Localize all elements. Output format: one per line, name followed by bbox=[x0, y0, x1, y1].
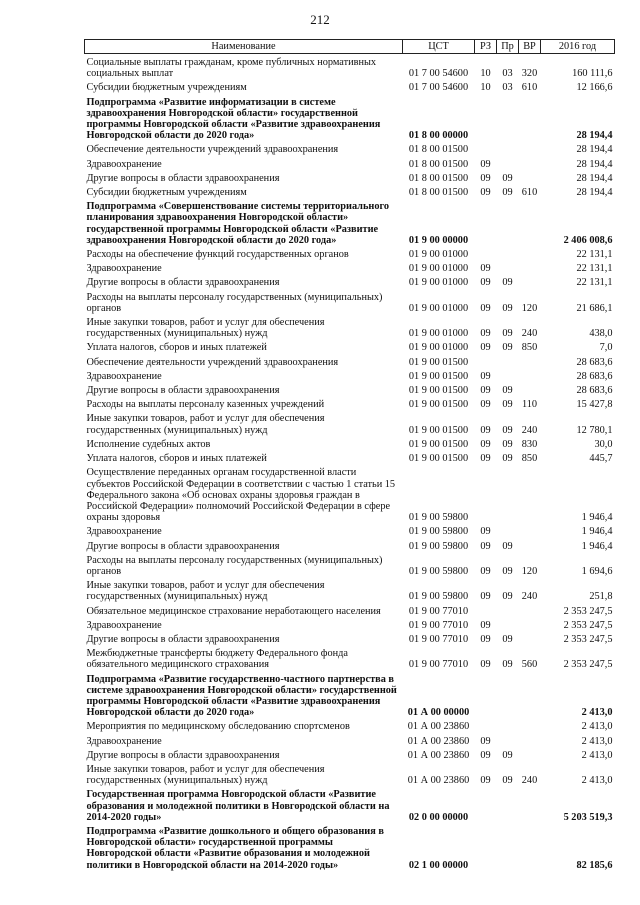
cell-rz: 09 bbox=[480, 187, 491, 199]
cell-name: Здравоохранение bbox=[86, 619, 162, 631]
cell-cst: 01 9 00 59800 bbox=[408, 591, 469, 603]
cell-vr: 120 bbox=[521, 302, 538, 314]
cell-vr: 560 bbox=[521, 659, 538, 671]
cell-sum: 2 413,0 bbox=[581, 749, 613, 761]
cell-cst: 01 А 00 23860 bbox=[407, 735, 470, 747]
cell-cst: 02 1 00 00000 bbox=[408, 859, 469, 871]
cell-vr: 240 bbox=[521, 328, 538, 340]
cell-vr bbox=[519, 733, 541, 747]
cell-cst: 01 9 00 77010 bbox=[408, 659, 469, 671]
cell-name: Иные закупки товаров, работ и услуг для обеспечения государственных (муниципальных) нужд bbox=[86, 763, 325, 787]
cell-cst: 01 9 00 01000 bbox=[408, 263, 469, 275]
cell-sum: 160 111,6 bbox=[572, 68, 613, 80]
cell-rz: 09 bbox=[480, 424, 491, 436]
table-row bbox=[85, 274, 615, 288]
cell-rz bbox=[475, 246, 497, 260]
cell-rz: 09 bbox=[480, 399, 491, 411]
cell-rz bbox=[475, 823, 497, 871]
cell-pr bbox=[497, 156, 519, 170]
cell-sum: 2 406 008,6 bbox=[563, 234, 613, 246]
cell-name: Здравоохранение bbox=[86, 735, 162, 747]
cell-pr: 09 bbox=[502, 659, 513, 671]
cell-sum: 2 353 247,5 bbox=[563, 619, 613, 631]
cell-vr bbox=[519, 354, 541, 368]
table-row bbox=[85, 170, 615, 184]
cell-vr bbox=[519, 260, 541, 274]
cell-rz: 09 bbox=[480, 277, 491, 289]
cell-rz: 09 bbox=[480, 591, 491, 603]
cell-rz: 09 bbox=[480, 775, 491, 787]
cell-cst: 01 7 00 54600 bbox=[408, 82, 469, 94]
cell-sum: 438,0 bbox=[589, 328, 613, 340]
cell-pr: 09 bbox=[502, 385, 513, 397]
cell-rz: 09 bbox=[480, 385, 491, 397]
table-row bbox=[85, 617, 615, 631]
cell-sum: 28 683,6 bbox=[576, 370, 613, 382]
cell-sum: 28 194,4 bbox=[576, 187, 613, 199]
cell-cst: 01 А 00 23860 bbox=[407, 775, 470, 787]
table-row bbox=[85, 603, 615, 617]
table-row bbox=[85, 339, 615, 353]
cell-vr bbox=[519, 368, 541, 382]
cell-cst: 01 9 00 01000 bbox=[408, 342, 469, 354]
cell-vr bbox=[519, 523, 541, 537]
cell-name: Другие вопросы в области здравоохранения bbox=[86, 277, 280, 289]
cell-name: Другие вопросы в области здравоохранения bbox=[86, 540, 280, 552]
cell-name: Обеспечение деятельности учреждений здравоохранения bbox=[86, 144, 339, 156]
cell-rz bbox=[475, 718, 497, 732]
cell-pr bbox=[497, 246, 519, 260]
page-number: 212 bbox=[310, 12, 330, 27]
table-row bbox=[85, 552, 615, 577]
cell-vr: 120 bbox=[521, 565, 538, 577]
cell-name: Другие вопросы в области здравоохранения bbox=[86, 749, 280, 761]
cell-rz: 09 bbox=[480, 342, 491, 354]
cell-rz: 09 bbox=[480, 565, 491, 577]
header-cst: ЦСТ bbox=[403, 40, 475, 54]
table-row bbox=[85, 289, 615, 314]
table-row bbox=[85, 464, 615, 523]
cell-vr bbox=[519, 246, 541, 260]
cell-pr bbox=[497, 786, 519, 823]
cell-cst: 01 8 00 01500 bbox=[408, 187, 469, 199]
table-row bbox=[85, 747, 615, 761]
table-row bbox=[85, 198, 615, 246]
cell-rz: 10 bbox=[480, 68, 491, 80]
cell-sum: 22 131,1 bbox=[576, 277, 613, 289]
table-row bbox=[85, 141, 615, 155]
cell-cst: 01 А 00 23860 bbox=[407, 749, 470, 761]
cell-pr: 09 bbox=[502, 302, 513, 314]
cell-name: Обеспечение деятельности учреждений здравоохранения bbox=[86, 356, 339, 368]
header-name: Наименование bbox=[85, 40, 403, 54]
cell-sum: 28 683,6 bbox=[576, 385, 613, 397]
cell-rz bbox=[475, 603, 497, 617]
cell-pr: 09 bbox=[502, 424, 513, 436]
cell-cst: 01 А 00 23860 bbox=[407, 721, 470, 733]
cell-cst: 01 9 00 59800 bbox=[408, 565, 469, 577]
cell-name: Осуществление переданных органам государственной власти субъектов Российской Федерации в соответствии с частью 1 статьи 15 Федерального закона «Об основах охраны здоровья граждан в Российской Федерации» полномочий Российской Федерации в сфере охраны здоровья bbox=[86, 467, 396, 524]
cell-cst: 01 8 00 01500 bbox=[408, 144, 469, 156]
cell-cst: 01 9 00 01000 bbox=[408, 277, 469, 289]
cell-pr: 09 bbox=[502, 633, 513, 645]
table-row bbox=[85, 718, 615, 732]
cell-sum: 22 131,1 bbox=[576, 263, 613, 275]
cell-sum: 2 413,0 bbox=[581, 775, 613, 787]
table-row bbox=[85, 631, 615, 645]
cell-vr bbox=[519, 671, 541, 719]
cell-vr: 240 bbox=[521, 775, 538, 787]
cell-vr bbox=[519, 94, 541, 142]
cell-sum: 7,0 bbox=[599, 342, 613, 354]
table-row bbox=[85, 314, 615, 339]
cell-cst: 01 9 00 77010 bbox=[408, 633, 469, 645]
cell-rz bbox=[475, 354, 497, 368]
cell-cst: 01 9 00 01500 bbox=[408, 453, 469, 465]
cell-cst: 01 9 00 00000 bbox=[408, 234, 469, 246]
cell-vr bbox=[519, 464, 541, 523]
table-row bbox=[85, 645, 615, 670]
cell-name: Здравоохранение bbox=[86, 263, 162, 275]
cell-vr bbox=[519, 198, 541, 246]
cell-vr bbox=[519, 747, 541, 761]
cell-rz bbox=[475, 464, 497, 523]
cell-cst: 01 9 00 77010 bbox=[408, 605, 469, 617]
cell-cst: 01 9 00 59800 bbox=[408, 540, 469, 552]
cell-vr bbox=[519, 274, 541, 288]
cell-pr bbox=[497, 354, 519, 368]
cell-rz bbox=[475, 141, 497, 155]
cell-pr: 09 bbox=[502, 328, 513, 340]
cell-name: Подпрограмма «Совершенствование системы территориального планирования здравоохранения Новгородской области» государственной программы Новгородской области «Развитие здравоохранения Новгородской области до 2020 года» bbox=[86, 201, 390, 246]
cell-pr: 09 bbox=[502, 187, 513, 199]
cell-name: Иные закупки товаров, работ и услуг для обеспечения государственных (муниципальных) нужд bbox=[86, 413, 325, 436]
cell-sum: 2 413,0 bbox=[581, 707, 613, 719]
cell-rz: 09 bbox=[480, 172, 491, 184]
cell-vr bbox=[519, 786, 541, 823]
cell-vr: 240 bbox=[521, 591, 538, 603]
cell-vr: 320 bbox=[521, 68, 538, 80]
table-row bbox=[85, 523, 615, 537]
cell-name: Иные закупки товаров, работ и услуг для обеспечения государственных (муниципальных) нужд bbox=[86, 580, 325, 603]
cell-pr bbox=[497, 141, 519, 155]
cell-rz: 09 bbox=[480, 749, 491, 761]
table-row bbox=[85, 671, 615, 719]
cell-sum: 2 413,0 bbox=[581, 721, 613, 733]
cell-rz: 09 bbox=[480, 328, 491, 340]
cell-cst: 01 9 00 01500 bbox=[408, 399, 469, 411]
cell-pr: 09 bbox=[502, 591, 513, 603]
cell-name: Расходы на выплаты персоналу государственных (муниципальных) органов bbox=[86, 554, 383, 577]
cell-sum: 28 194,4 bbox=[576, 158, 613, 170]
cell-rz: 09 bbox=[480, 619, 491, 631]
cell-vr bbox=[519, 141, 541, 155]
cell-pr: 09 bbox=[502, 399, 513, 411]
cell-name: Здравоохранение bbox=[86, 158, 162, 170]
cell-rz: 09 bbox=[480, 735, 491, 747]
cell-rz: 09 bbox=[480, 302, 491, 314]
table-row bbox=[85, 260, 615, 274]
cell-name: Расходы на обеспечение функций государственных органов bbox=[86, 249, 349, 261]
cell-rz bbox=[475, 198, 497, 246]
cell-vr: 610 bbox=[521, 82, 538, 94]
table-row bbox=[85, 184, 615, 198]
table-row bbox=[85, 94, 615, 142]
cell-pr: 09 bbox=[502, 453, 513, 465]
cell-pr bbox=[497, 733, 519, 747]
cell-pr bbox=[497, 823, 519, 871]
cell-sum: 445,7 bbox=[589, 453, 613, 465]
table-body bbox=[85, 54, 615, 871]
cell-name: Уплата налогов, сборов и иных платежей bbox=[86, 342, 267, 354]
cell-pr: 09 bbox=[502, 342, 513, 354]
table-row bbox=[85, 786, 615, 823]
cell-cst: 01 7 00 54600 bbox=[408, 68, 469, 80]
cell-sum: 30,0 bbox=[594, 438, 613, 450]
cell-vr bbox=[519, 718, 541, 732]
cell-name: Уплата налогов, сборов и иных платежей bbox=[86, 453, 267, 465]
cell-rz: 09 bbox=[480, 453, 491, 465]
cell-name: Социальные выплаты гражданам, кроме публичных нормативных социальных выплат bbox=[86, 57, 377, 80]
cell-sum: 2 353 247,5 bbox=[563, 659, 613, 671]
cell-sum: 1 946,4 bbox=[581, 540, 613, 552]
cell-rz: 09 bbox=[480, 370, 491, 382]
cell-name: Другие вопросы в области здравоохранения bbox=[86, 633, 280, 645]
cell-rz bbox=[475, 786, 497, 823]
cell-sum: 12 780,1 bbox=[576, 424, 613, 436]
cell-vr bbox=[519, 617, 541, 631]
table-row bbox=[85, 733, 615, 747]
cell-sum: 28 194,4 bbox=[576, 130, 613, 142]
cell-pr bbox=[497, 671, 519, 719]
budget-table bbox=[84, 39, 615, 871]
cell-vr: 110 bbox=[521, 399, 538, 411]
cell-sum: 28 194,4 bbox=[576, 172, 613, 184]
cell-pr bbox=[497, 523, 519, 537]
cell-cst: 01 9 00 01000 bbox=[408, 249, 469, 261]
cell-cst: 01 9 00 01500 bbox=[408, 424, 469, 436]
cell-cst: 01 9 00 01000 bbox=[408, 328, 469, 340]
table-row bbox=[85, 396, 615, 410]
cell-name: Мероприятия по медицинскому обследованию спортсменов bbox=[86, 721, 350, 733]
cell-sum: 251,8 bbox=[589, 591, 613, 603]
cell-pr: 09 bbox=[502, 277, 513, 289]
cell-pr bbox=[497, 368, 519, 382]
cell-sum: 15 427,8 bbox=[576, 399, 613, 411]
table-row bbox=[85, 382, 615, 396]
cell-vr bbox=[519, 382, 541, 396]
cell-rz: 09 bbox=[480, 633, 491, 645]
cell-sum: 2 353 247,5 bbox=[563, 633, 613, 645]
header-rz: РЗ bbox=[475, 40, 497, 54]
cell-name: Расходы на выплаты персоналу государственных (муниципальных) органов bbox=[86, 291, 383, 314]
table-header-row bbox=[85, 40, 615, 54]
cell-pr bbox=[497, 464, 519, 523]
cell-sum: 1 946,4 bbox=[581, 526, 613, 538]
table-row bbox=[85, 436, 615, 450]
cell-cst: 01 9 00 01500 bbox=[408, 385, 469, 397]
cell-pr: 09 bbox=[502, 540, 513, 552]
cell-rz: 09 bbox=[480, 263, 491, 275]
cell-pr bbox=[497, 718, 519, 732]
cell-name: Подпрограмма «Развитие дошкольного и общего образования в Новгородской области» государственной программы Новгородской области «Развитие образования и молодежной политики в Новгородской области на 2014-2020 годы» bbox=[86, 825, 384, 871]
cell-vr bbox=[519, 603, 541, 617]
cell-vr bbox=[519, 631, 541, 645]
cell-rz: 09 bbox=[480, 438, 491, 450]
cell-sum: 2 413,0 bbox=[581, 735, 613, 747]
cell-cst: 01 9 00 59800 bbox=[408, 512, 469, 524]
cell-vr: 850 bbox=[521, 453, 538, 465]
cell-sum: 28 194,4 bbox=[576, 144, 613, 156]
cell-pr bbox=[497, 94, 519, 142]
table-row bbox=[85, 354, 615, 368]
header-vr: ВР bbox=[519, 40, 541, 54]
cell-cst: 02 0 00 00000 bbox=[408, 811, 469, 823]
cell-cst: 01 8 00 00000 bbox=[408, 130, 469, 142]
table-row bbox=[85, 246, 615, 260]
cell-cst: 01 9 00 01500 bbox=[408, 370, 469, 382]
cell-name: Подпрограмма «Развитие информатизации в системе здравоохранения Новгородской области» государственной программы Новгородской области «Развитие здравоохранения Новгородской области до 2020 года» bbox=[86, 96, 381, 142]
header-sum: 2016 год bbox=[541, 40, 615, 54]
cell-sum: 12 166,6 bbox=[576, 82, 613, 94]
table-row bbox=[85, 538, 615, 552]
cell-vr: 240 bbox=[521, 424, 538, 436]
cell-sum: 5 203 519,3 bbox=[563, 811, 613, 823]
cell-vr bbox=[519, 823, 541, 871]
cell-cst: 01 8 00 01500 bbox=[408, 158, 469, 170]
cell-vr bbox=[519, 156, 541, 170]
header-pr: Пр bbox=[497, 40, 519, 54]
cell-cst: 01 8 00 01500 bbox=[408, 172, 469, 184]
cell-name: Здравоохранение bbox=[86, 370, 162, 382]
cell-cst: 01 9 00 01000 bbox=[408, 302, 469, 314]
cell-pr: 03 bbox=[502, 82, 513, 94]
table-row bbox=[85, 368, 615, 382]
cell-name: Расходы на выплаты персоналу казенных учреждений bbox=[86, 399, 325, 411]
table-row bbox=[85, 79, 615, 93]
cell-rz: 10 bbox=[480, 82, 491, 94]
table-row bbox=[85, 156, 615, 170]
cell-name: Субсидии бюджетным учреждениям bbox=[86, 187, 247, 199]
cell-cst: 01 9 00 77010 bbox=[408, 619, 469, 631]
cell-rz: 09 bbox=[480, 540, 491, 552]
cell-cst: 01 А 00 00000 bbox=[407, 707, 470, 719]
cell-vr: 850 bbox=[521, 342, 538, 354]
cell-pr bbox=[497, 617, 519, 631]
cell-name: Субсидии бюджетным учреждениям bbox=[86, 82, 247, 94]
cell-pr: 09 bbox=[502, 775, 513, 787]
cell-vr bbox=[519, 538, 541, 552]
cell-sum: 22 131,1 bbox=[576, 249, 613, 261]
cell-rz: 09 bbox=[480, 659, 491, 671]
cell-name: Другие вопросы в области здравоохранения bbox=[86, 172, 280, 184]
table-row bbox=[85, 761, 615, 786]
cell-pr: 09 bbox=[502, 749, 513, 761]
cell-vr: 830 bbox=[521, 438, 538, 450]
cell-vr: 610 bbox=[521, 187, 538, 199]
cell-vr bbox=[519, 170, 541, 184]
cell-pr: 09 bbox=[502, 438, 513, 450]
cell-rz: 09 bbox=[480, 158, 491, 170]
table-row bbox=[85, 450, 615, 464]
cell-name: Здравоохранение bbox=[86, 526, 162, 538]
cell-pr bbox=[497, 603, 519, 617]
cell-sum: 2 353 247,5 bbox=[563, 605, 613, 617]
cell-sum: 1 694,6 bbox=[581, 565, 613, 577]
cell-sum: 1 946,4 bbox=[581, 512, 613, 524]
cell-name: Иные закупки товаров, работ и услуг для обеспечения государственных (муниципальных) нужд bbox=[86, 317, 325, 340]
cell-cst: 01 9 00 59800 bbox=[408, 526, 469, 538]
cell-pr: 09 bbox=[502, 172, 513, 184]
cell-rz: 09 bbox=[480, 526, 491, 538]
cell-name: Государственная программа Новгородской области «Развитие образования и молодежной политики в Новгородской области на 2014-2020 годы» bbox=[86, 789, 390, 823]
table-row bbox=[85, 577, 615, 602]
cell-cst: 01 9 00 01500 bbox=[408, 438, 469, 450]
cell-name: Подпрограмма «Развитие государственно-частного партнерства в системе здравоохранения Новгородской области» государственной программы Новгородской области «Развитие здравоохранения Новгородской области до 2020 года» bbox=[86, 673, 397, 719]
cell-pr bbox=[497, 198, 519, 246]
cell-sum: 21 686,1 bbox=[576, 302, 613, 314]
cell-sum: 28 683,6 bbox=[576, 356, 613, 368]
cell-name: Обязательное медицинское страхование неработающего населения bbox=[86, 605, 381, 617]
cell-name: Исполнение судебных актов bbox=[86, 438, 211, 450]
cell-cst: 01 9 00 01500 bbox=[408, 356, 469, 368]
cell-rz bbox=[475, 94, 497, 142]
cell-rz bbox=[475, 671, 497, 719]
table-row bbox=[85, 823, 615, 871]
cell-pr: 09 bbox=[502, 565, 513, 577]
cell-pr: 03 bbox=[502, 68, 513, 80]
cell-name: Межбюджетные трансферты бюджету Федерального фонда обязательного медицинского страхования bbox=[86, 648, 348, 671]
cell-pr bbox=[497, 260, 519, 274]
table-row bbox=[85, 54, 615, 80]
table-row bbox=[85, 410, 615, 435]
cell-name: Другие вопросы в области здравоохранения bbox=[86, 385, 280, 397]
cell-sum: 82 185,6 bbox=[576, 859, 613, 871]
